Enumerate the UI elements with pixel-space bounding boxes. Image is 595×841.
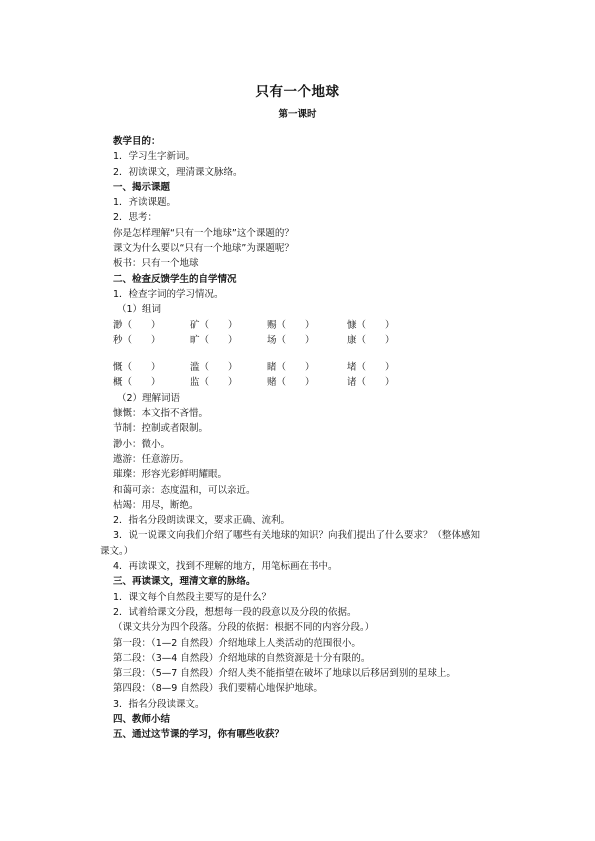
paragraph: 3．指名分段读课文。 bbox=[113, 698, 205, 710]
word-blank: 赐（ ） bbox=[267, 319, 315, 331]
paragraph: 3．说一说课文向我们介绍了哪些有关地球的知识？向我们提出了什么要求？（整体感知课文。） bbox=[100, 530, 481, 557]
document-subtitle: 第一课时 bbox=[278, 109, 317, 120]
paragraph: （课文共分为四个段落。分段的依据：根据不同的内容分段。） bbox=[113, 622, 375, 634]
word-blank: 康（ ） bbox=[347, 334, 395, 346]
paragraph: 1．课文每个自然段主要写的是什么？ bbox=[113, 591, 272, 603]
word-blank: 监（ ） bbox=[190, 377, 238, 389]
word-group-row bbox=[113, 360, 483, 375]
section-heading: 四、教师小结 bbox=[113, 713, 171, 725]
section-heading: 五、通过这节课的学习，你有哪些收获？ bbox=[113, 729, 285, 741]
goals-heading: 教学目的： bbox=[113, 136, 161, 147]
word-blank: 秒（ ） bbox=[113, 334, 161, 346]
goal-item: 2．初读课文，理清课文脉络。 bbox=[113, 166, 243, 178]
paragraph: 你是怎样理解“只有一个地球”这个课题的？ bbox=[113, 227, 294, 239]
word-blank: 矿（ ） bbox=[190, 319, 238, 331]
paragraph: 1．齐读课题。 bbox=[113, 197, 177, 209]
goal-item: 1．学习生字新词。 bbox=[113, 151, 196, 163]
paragraph: 第一段：（1—2 自然段）介绍地球上人类活动的范围很小。 bbox=[113, 637, 361, 649]
word-definition: 璀璨：形容光彩鲜明耀眼。 bbox=[113, 469, 228, 481]
word-blank: 赌（ ） bbox=[267, 377, 315, 389]
word-definition: 和蔼可亲：态度温和，可以亲近。 bbox=[113, 484, 256, 496]
word-blank: 诸（ ） bbox=[347, 377, 395, 389]
paragraph: 板书：只有一个地球 bbox=[113, 258, 199, 270]
word-blank: 概（ ） bbox=[113, 377, 161, 389]
paragraph: 第三段：（5—7 自然段）介绍人类不能指望在破坏了地球以后移居到别的星球上。 bbox=[113, 668, 456, 680]
word-blank: 睹（ ） bbox=[267, 362, 315, 374]
paragraph: 2．试着给课文分段，想想每一段的段意以及分段的依据。 bbox=[113, 606, 357, 618]
word-blank: 慷（ ） bbox=[347, 319, 395, 331]
word-group-row bbox=[113, 318, 483, 333]
section-heading: 一、揭示课题 bbox=[113, 181, 171, 193]
paragraph: 2．思考： bbox=[113, 212, 158, 224]
document-body bbox=[100, 134, 483, 743]
spacer bbox=[113, 348, 483, 360]
paragraph: 2．指名分段朗读课文，要求正确、流利。 bbox=[113, 515, 291, 527]
word-blank: 慨（ ） bbox=[113, 362, 161, 374]
section-heading: 三、再读课文，理清文章的脉络。 bbox=[113, 576, 256, 588]
paragraph: 课文为什么要以“只有一个地球”为课题呢？ bbox=[113, 243, 294, 255]
word-blank: 堵（ ） bbox=[347, 362, 395, 374]
word-definition: 渺小：微小。 bbox=[113, 438, 171, 450]
sub-label: （2）理解词语 bbox=[117, 392, 181, 404]
section-heading: 二、检查反馈学生的自学情况 bbox=[113, 273, 237, 285]
word-group-row bbox=[113, 375, 483, 390]
paragraph: 第四段：（8—9 自然段）我们要精心地保护地球。 bbox=[113, 683, 323, 695]
sub-label: （1）组词 bbox=[117, 304, 162, 316]
word-definition: 遨游：任意游历。 bbox=[113, 453, 190, 465]
word-definition: 节制：控制或者限制。 bbox=[113, 423, 209, 435]
word-blank: 场（ ） bbox=[267, 334, 315, 346]
document-title: 只有一个地球 bbox=[255, 84, 340, 100]
word-definition: 慷慨：本文指不吝惜。 bbox=[113, 408, 209, 420]
paragraph: 第二段：（3—4 自然段）介绍地球的自然资源是十分有限的。 bbox=[113, 652, 371, 664]
word-definition: 枯竭：用尽，断绝。 bbox=[113, 499, 199, 511]
word-blank: 滥（ ） bbox=[190, 362, 238, 374]
word-group-row bbox=[113, 333, 483, 348]
word-blank: 渺（ ） bbox=[113, 319, 161, 331]
word-blank: 旷（ ） bbox=[190, 334, 238, 346]
paragraph: 1．检查字词的学习情况。 bbox=[113, 288, 224, 300]
paragraph: 4．再读课文，找到不理解的地方，用笔标画在书中。 bbox=[113, 561, 338, 573]
